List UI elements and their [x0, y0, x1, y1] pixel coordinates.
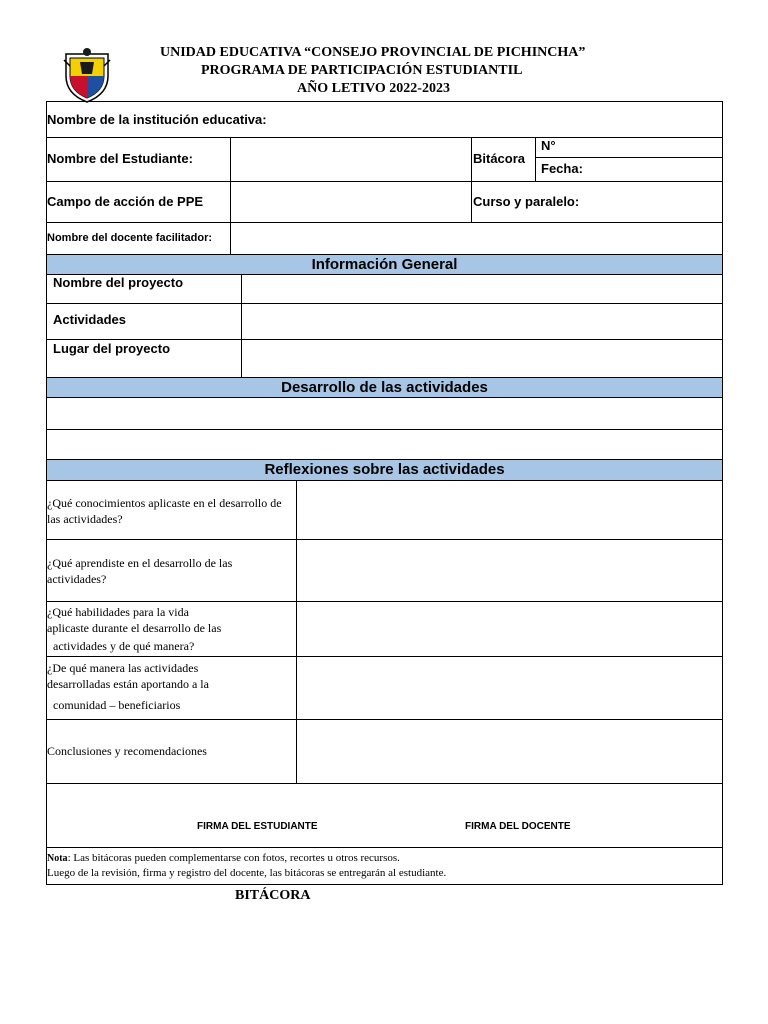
project-name-label: Nombre del proyecto — [53, 275, 184, 290]
question-skills: ¿Qué habilidades para la vida aplicaste durante el desarrollo de las actividades y de qué manera? — [47, 605, 222, 653]
bitacora-title: BITÁCORA — [235, 888, 311, 903]
date-field[interactable] — [590, 158, 722, 181]
course-label: Curso y paralelo: — [473, 194, 580, 209]
header-program: PROGRAMA DE PARTICIPACIÓN ESTUDIANTIL — [201, 63, 523, 78]
student-signature-label: FIRMA DEL ESTUDIANTE — [197, 821, 318, 832]
number-label: N° — [541, 138, 556, 153]
answer-knowledge-field[interactable] — [297, 482, 722, 539]
student-name-label: Nombre del Estudiante: — [47, 151, 193, 166]
course-field[interactable] — [580, 182, 722, 222]
teacher-signature-label: FIRMA DEL DOCENTE — [465, 821, 571, 832]
school-crest-logo — [62, 46, 112, 104]
answer-community-field[interactable] — [297, 657, 722, 719]
date-label: Fecha: — [541, 161, 583, 176]
answer-skills-field[interactable] — [297, 602, 722, 656]
question-learned: ¿Qué aprendiste en el desarrollo de las actividades? — [47, 556, 233, 586]
general-info-header: Información General — [47, 254, 722, 275]
action-field-input[interactable] — [231, 182, 471, 222]
activities-field[interactable] — [242, 304, 722, 339]
institution-name-label: Nombre de la institución educativa: — [47, 112, 267, 127]
project-location-field[interactable] — [242, 340, 722, 377]
teacher-name-field[interactable] — [231, 223, 722, 254]
question-knowledge: ¿Qué conocimientos aplicaste en el desarrollo de las actividades? — [47, 496, 282, 526]
project-name-field[interactable] — [242, 276, 722, 303]
conclusions-label: Conclusiones y recomendaciones — [47, 744, 207, 758]
header-school-name: UNIDAD EDUCATIVA “CONSEJO PROVINCIAL DE PICHINCHA” — [160, 45, 586, 60]
activities-label: Actividades — [53, 312, 126, 327]
project-location-label: Lugar del proyecto — [53, 341, 171, 356]
answer-learned-field[interactable] — [297, 540, 722, 601]
action-field-label: Campo de acción de PPE — [47, 194, 204, 209]
development-field-2[interactable] — [47, 430, 722, 459]
development-field-1[interactable] — [47, 398, 722, 429]
question-community: ¿De qué manera las actividades desarrolladas están aportando a la comunidad – beneficiarios — [47, 661, 209, 712]
number-field[interactable] — [560, 138, 722, 157]
teacher-name-label: Nombre del docente facilitador: — [47, 232, 213, 244]
note-line-1: Nota: Las bitácoras pueden complementarse con fotos, recortes u otros recursos. — [47, 852, 400, 864]
reflections-header: Reflexiones sobre las actividades — [47, 459, 722, 481]
bitacora-label: Bitácora — [473, 151, 526, 166]
conclusions-field[interactable] — [297, 720, 722, 783]
note-line-2: Luego de la revisión, firma y registro del docente, las bitácoras se entregarán al estudiante. — [47, 867, 447, 879]
header-year: AÑO LETIVO 2022-2023 — [297, 81, 450, 96]
student-name-field[interactable] — [231, 138, 471, 181]
development-header: Desarrollo de las actividades — [47, 377, 722, 398]
